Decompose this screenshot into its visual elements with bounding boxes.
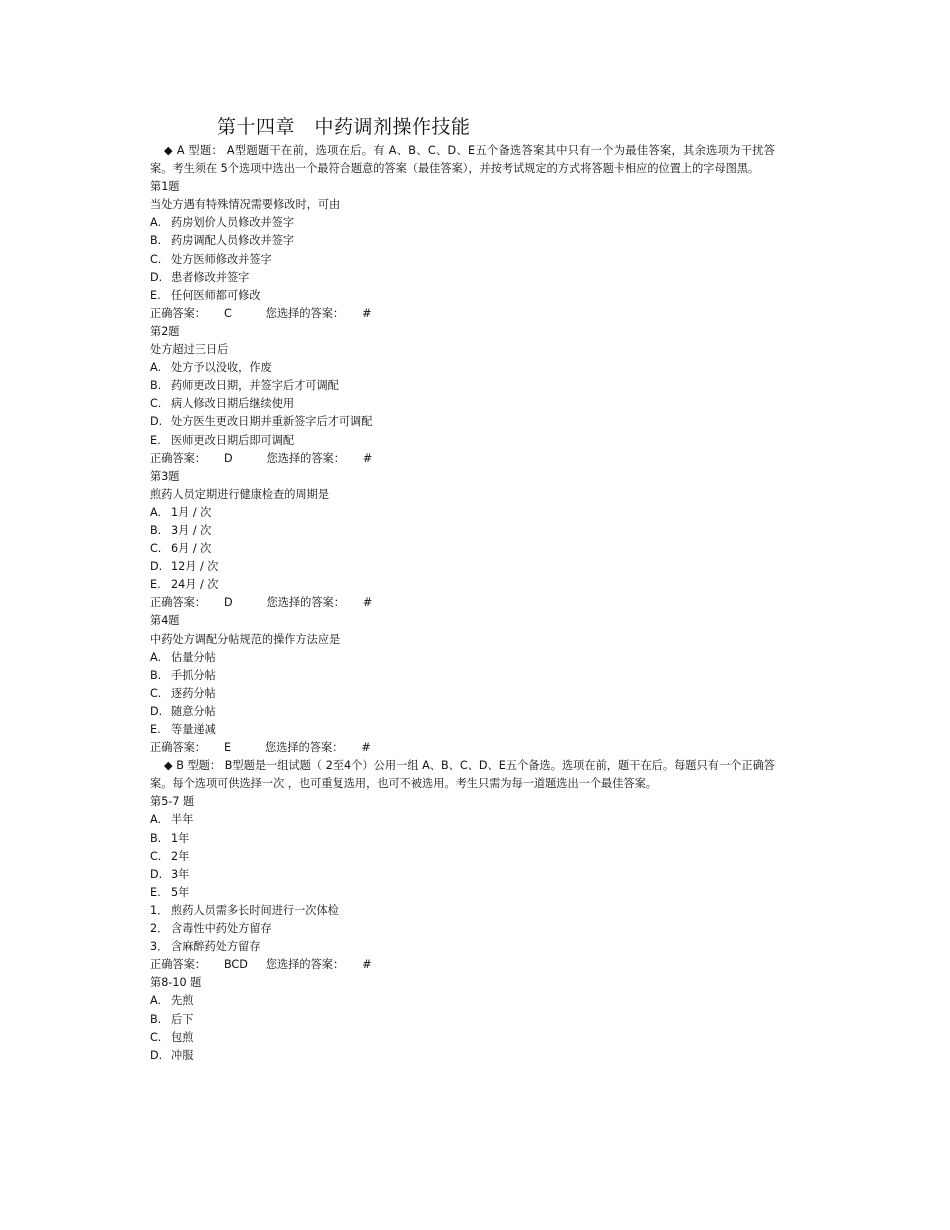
option-a: A. 先煎 bbox=[150, 994, 194, 1008]
correct-answer: D bbox=[223, 596, 233, 610]
option-c: C. 包煎 bbox=[150, 1030, 194, 1044]
group-number: 第5-7 题 bbox=[150, 795, 195, 809]
option-e: E. 24月 / 次 bbox=[150, 578, 219, 592]
option-b: B. 药师更改日期，并签字后才可调配 bbox=[150, 379, 339, 393]
question-group-5-7 bbox=[150, 793, 775, 974]
correct-answer: E bbox=[223, 741, 232, 755]
option-b: B. 后下 bbox=[150, 1012, 194, 1026]
option-d: D. 随意分帖 bbox=[150, 704, 216, 718]
option-b: B. 手抓分帖 bbox=[150, 668, 216, 682]
question-stem: 煎药人员定期进行健康检查的周期是 bbox=[150, 487, 330, 501]
question-stem: 中药处方调配分帖规范的操作方法应是 bbox=[150, 632, 341, 646]
question-number: 第4题 bbox=[150, 614, 180, 628]
your-answer: # bbox=[362, 596, 373, 610]
group-number: 第8-10 题 bbox=[150, 976, 202, 990]
option-c: C. 处方医师修改并签字 bbox=[150, 252, 272, 266]
option-e: E. 5年 bbox=[150, 885, 190, 899]
option-d: D. 3年 bbox=[150, 867, 190, 881]
option-d: D. 12月 / 次 bbox=[150, 560, 219, 574]
option-d: D. 冲服 bbox=[150, 1048, 194, 1062]
chapter-title: 第十四章 中药调剂操作技能 bbox=[217, 116, 471, 138]
option-c: C. 病人修改日期后继续使用 bbox=[150, 397, 295, 411]
answer-line: 正确答案： D 您选择的答案： # bbox=[150, 596, 373, 610]
question-group-8-10 bbox=[150, 974, 775, 1064]
option-b: B. 3月 / 次 bbox=[150, 523, 212, 537]
your-answer: # bbox=[362, 958, 372, 972]
option-e: E. 等量递减 bbox=[150, 723, 216, 736]
answer-line: 正确答案： BCD 您选择的答案： # bbox=[150, 958, 372, 972]
question-2 bbox=[150, 323, 775, 468]
your-answer: # bbox=[362, 306, 372, 320]
correct-answer: BCD bbox=[223, 958, 248, 972]
correct-answer: D bbox=[223, 451, 233, 465]
option-a: A. 处方予以没收，作废 bbox=[150, 361, 272, 375]
answer-line: 正确答案： E 您选择的答案： # bbox=[150, 741, 371, 755]
question-1 bbox=[150, 178, 775, 323]
your-answer: # bbox=[361, 741, 371, 755]
option-c: C. 6月 / 次 bbox=[150, 542, 212, 556]
question-number: 第2题 bbox=[150, 324, 180, 338]
group-item: 1． 煎药人员需多长时间进行一次体检 bbox=[150, 903, 339, 917]
option-e: E. 任何医师都可修改 bbox=[150, 288, 261, 302]
option-d: D. 处方医生更改日期并重新签字后才可调配 bbox=[150, 415, 373, 429]
document-page bbox=[150, 114, 775, 1065]
section-b-intro: ◆ B 型题： B型题是一组试题（ 2至4个）公用一组 A、B、C、D、E五个备选。选项在前，题干在后。每题只有一个正确答案。每个选项可供选择一次 ，也可重复选用，也可不被选用。考生只需为每一道题选出一个最佳答案。 bbox=[150, 759, 775, 791]
your-answer: # bbox=[362, 451, 373, 465]
group-item: 3． 含麻醉药处方留存 bbox=[150, 940, 261, 954]
option-a: A. 半年 bbox=[150, 813, 194, 827]
section-a-intro: ◆ A 型题： A型题题干在前，选项在后。有 A、B、C、D、E五个备选答案其中只有一个为最佳答案，其余选项为干扰答案。考生须在 5个选项中选出一个最符合题意的答案（最佳答案），并按考试规定的方式将答题卡相应的位置上的字母图黑。 bbox=[150, 144, 775, 176]
option-b: B. 1年 bbox=[150, 831, 190, 845]
question-stem: 当处方遇有特殊情况需要修改时，可由 bbox=[150, 198, 341, 212]
option-a: A. 药房划价人员修改并签字 bbox=[150, 216, 295, 230]
answer-line: 正确答案： C 您选择的答案： # bbox=[150, 306, 372, 320]
answer-line: 正确答案： D 您选择的答案： # bbox=[150, 451, 373, 465]
option-a: A. 1月 / 次 bbox=[150, 505, 212, 519]
option-b: B. 药房调配人员修改并签字 bbox=[150, 234, 295, 248]
option-c: C. 2年 bbox=[150, 849, 190, 863]
question-number: 第3题 bbox=[150, 469, 180, 483]
group-item: 2． 含毒性中药处方留存 bbox=[150, 922, 272, 936]
option-a: A. 估量分帖 bbox=[150, 650, 216, 664]
question-4 bbox=[150, 612, 775, 757]
option-d: D. 患者修改并签字 bbox=[150, 270, 250, 284]
question-stem: 处方超过三日后 bbox=[150, 343, 229, 357]
question-number: 第1题 bbox=[150, 180, 180, 194]
option-e: E. 医师更改日期后即可调配 bbox=[150, 433, 295, 447]
question-3 bbox=[150, 468, 775, 613]
correct-answer: C bbox=[223, 306, 232, 320]
option-c: C. 逐药分帖 bbox=[150, 686, 216, 700]
